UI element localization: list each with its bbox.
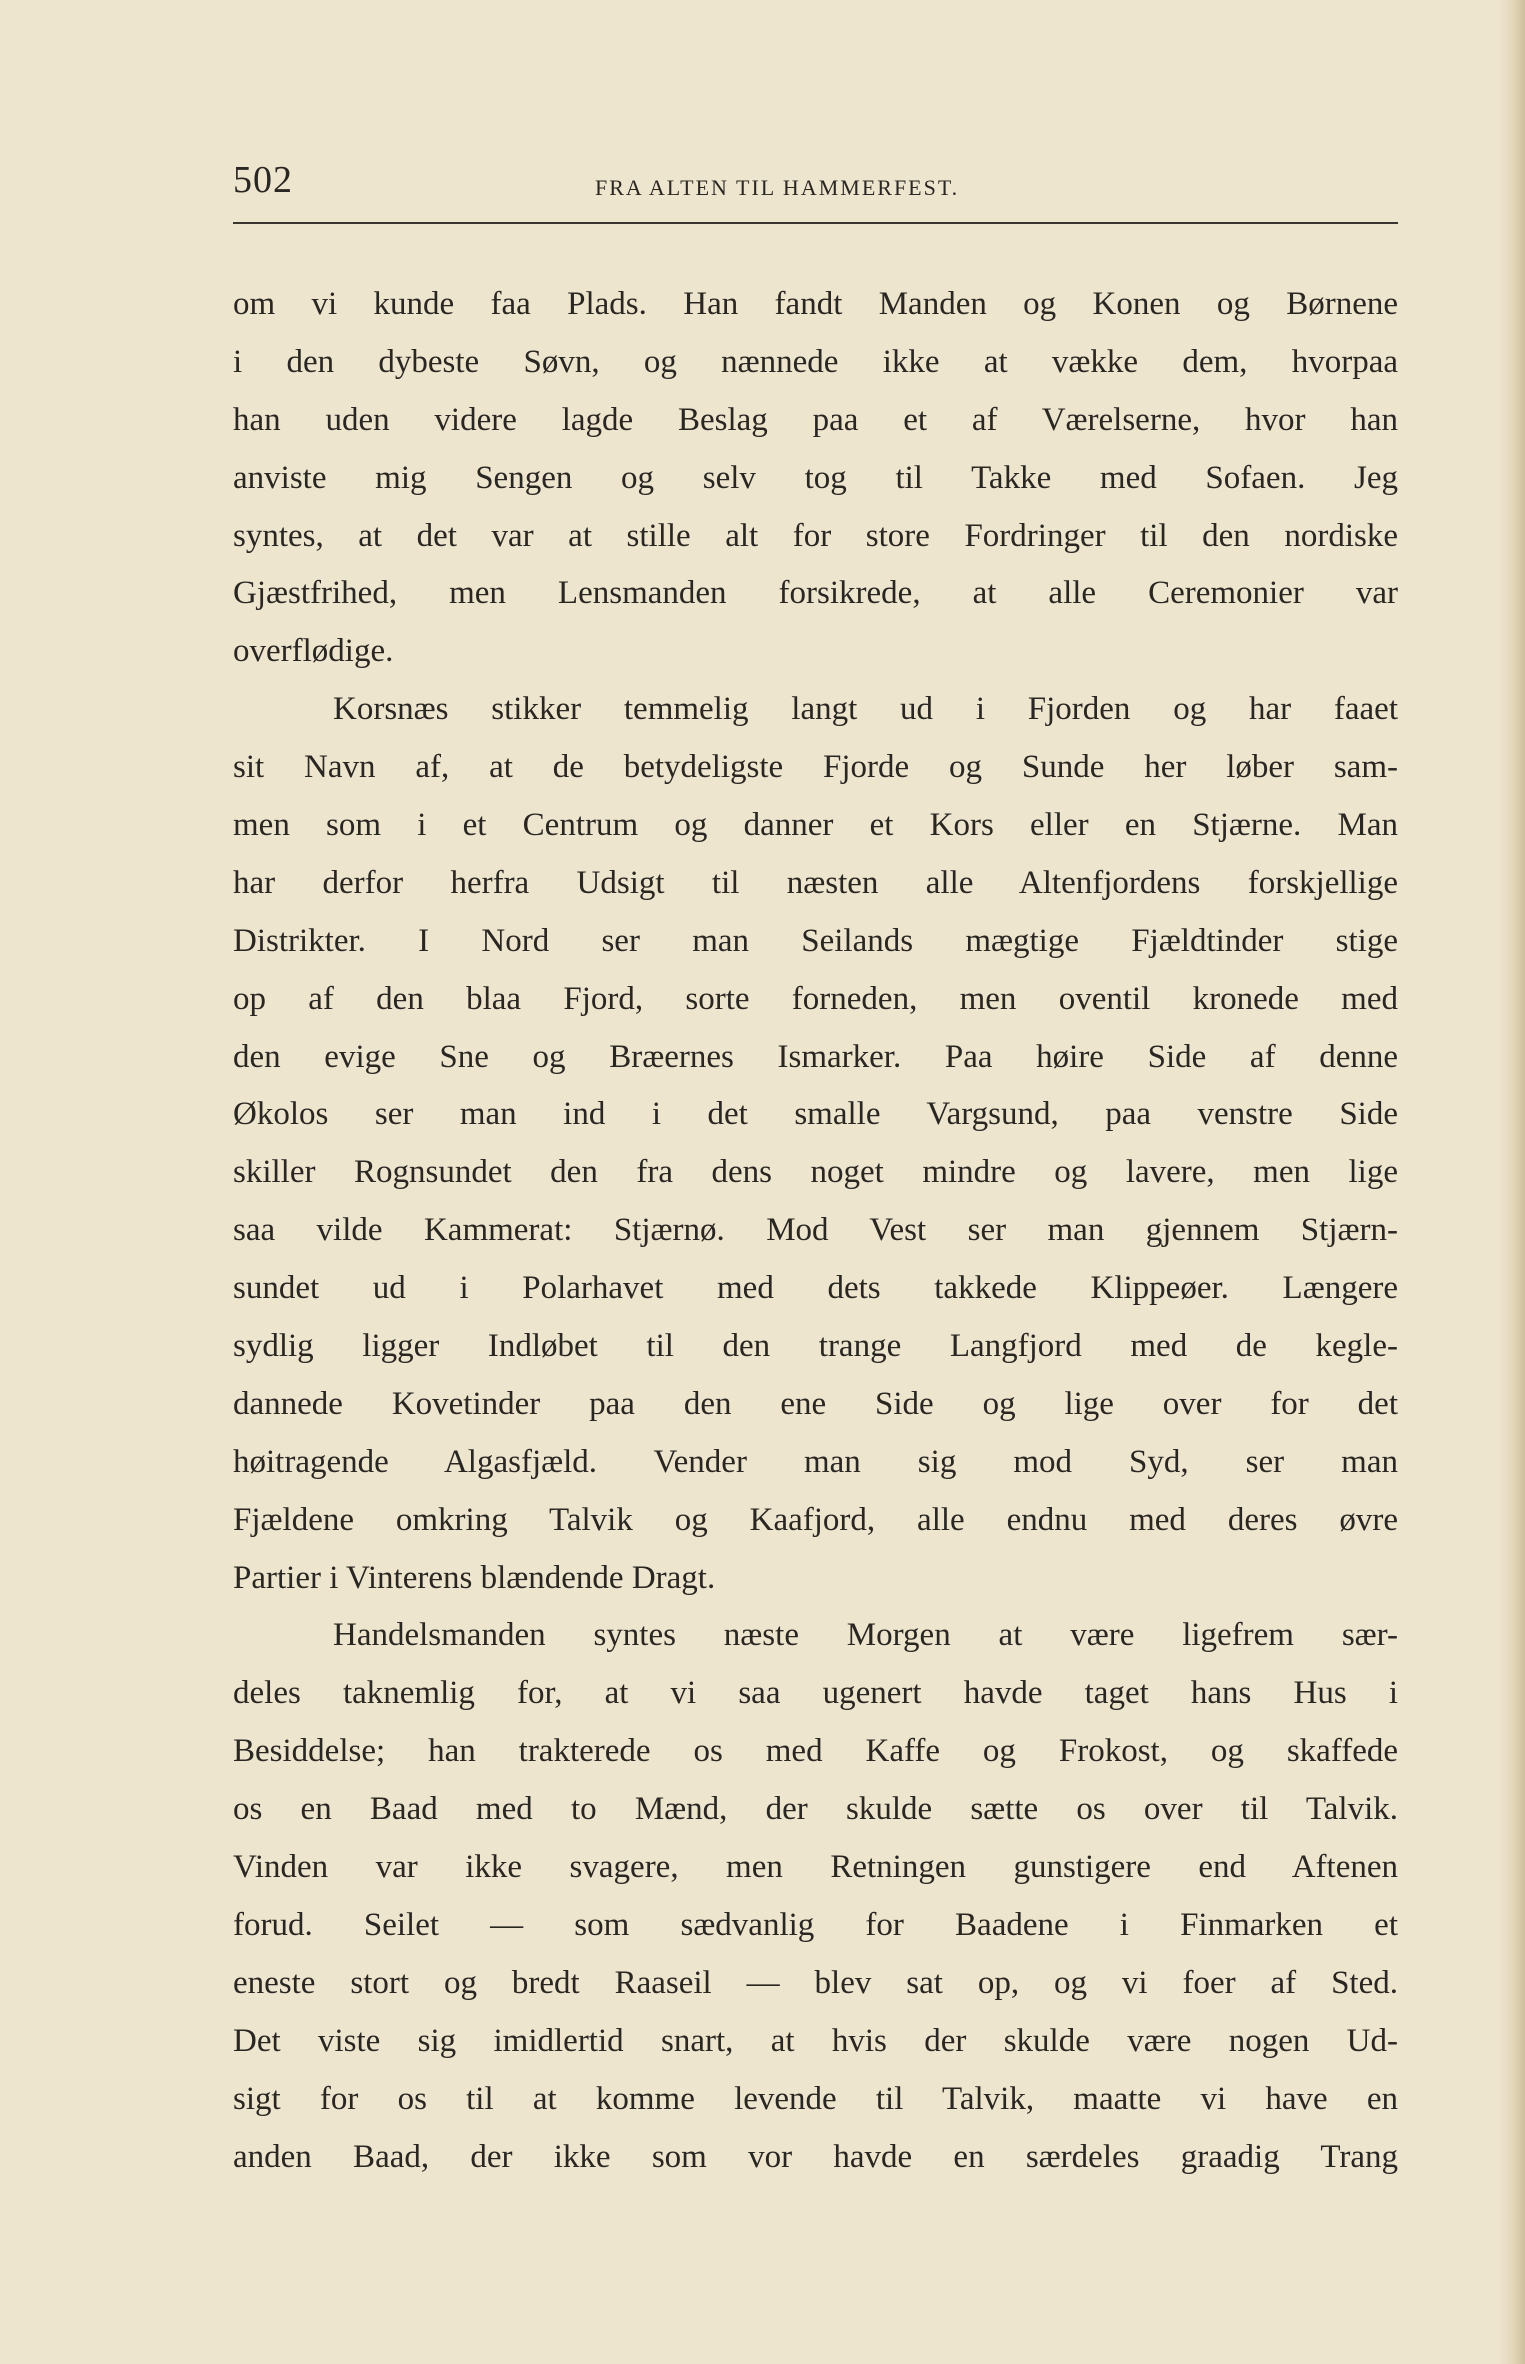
text-line: men som i et Centrum og danner et Kors eller en Stjærne. Man bbox=[233, 807, 1398, 844]
text-line: Distrikter. I Nord ser man Seilands mægtige Fjældtinder stige bbox=[233, 922, 1398, 959]
text-line: deles taknemlig for, at vi saa ugenert havde taget hans Hus i bbox=[233, 1675, 1398, 1712]
text-line: Partier i Vinterens blændende Dragt. bbox=[233, 1559, 716, 1596]
text-line: forud. Seilet — som sædvanlig for Baadene i Finmarken et bbox=[233, 1906, 1398, 1943]
text-line: den evige Sne og Bræernes Ismarker. Paa høire Side af denne bbox=[233, 1038, 1398, 1075]
paragraph-start-line: Korsnæs stikker temmelig langt ud i Fjorden og har faaet bbox=[333, 691, 1398, 728]
text-line: Økolos ser man ind i det smalle Vargsund, paa venstre Side bbox=[233, 1096, 1398, 1133]
text-line: sundet ud i Polarhavet med dets takkede Klippeøer. Længere bbox=[233, 1270, 1398, 1307]
text-line: sit Navn af, at de betydeligste Fjorde og Sunde her løber sam- bbox=[233, 749, 1398, 786]
text-line: Vinden var ikke svagere, men Retningen gunstigere end Aftenen bbox=[233, 1849, 1398, 1886]
text-line: Besiddelse; han trakterede os med Kaffe og Frokost, og skaffede bbox=[233, 1733, 1398, 1770]
page-number: 502 bbox=[233, 159, 293, 201]
page-header bbox=[233, 158, 1398, 224]
text-line: sigt for os til at komme levende til Talvik, maatte vi have en bbox=[233, 2080, 1398, 2117]
text-line: syntes, at det var at stille alt for store Fordringer til den nordiske bbox=[233, 517, 1398, 554]
body-text bbox=[233, 276, 1398, 2186]
page-edge-shadow bbox=[1499, 0, 1525, 2364]
text-line: overflødige. bbox=[233, 633, 394, 670]
text-line: os en Baad med to Mænd, der skulde sætte os over til Talvik. bbox=[233, 1791, 1398, 1828]
text-line: saa vilde Kammerat: Stjærnø. Mod Vest ser man gjennem Stjærn- bbox=[233, 1212, 1398, 1249]
text-line: har derfor herfra Udsigt til næsten alle Altenfjordens forskjellige bbox=[233, 864, 1398, 901]
text-line: han uden videre lagde Beslag paa et af Værelserne, hvor han bbox=[233, 401, 1398, 438]
text-line: dannede Kovetinder paa den ene Side og lige over for det bbox=[233, 1385, 1398, 1422]
text-line: Fjældene omkring Talvik og Kaafjord, alle endnu med deres øvre bbox=[233, 1501, 1398, 1538]
header-rule bbox=[233, 222, 1398, 224]
text-line: op af den blaa Fjord, sorte forneden, men oventil kronede med bbox=[233, 980, 1398, 1017]
text-line: i den dybeste Søvn, og nænnede ikke at vække dem, hvorpaa bbox=[233, 343, 1398, 380]
text-line: skiller Rognsundet den fra dens noget mindre og lavere, men lige bbox=[233, 1154, 1398, 1191]
text-line: eneste stort og bredt Raaseil — blev sat op, og vi foer af Sted. bbox=[233, 1964, 1398, 2001]
running-title: FRA ALTEN TIL HAMMERFEST. bbox=[595, 175, 960, 200]
text-line: anden Baad, der ikke som vor havde en særdeles graadig Trang bbox=[233, 2138, 1398, 2175]
text-line: høitragende Algasfjæld. Vender man sig mod Syd, ser man bbox=[233, 1443, 1398, 1480]
text-line: anviste mig Sengen og selv tog til Takke med Sofaen. Jeg bbox=[233, 459, 1398, 496]
text-line: sydlig ligger Indløbet til den trange Langfjord med de kegle- bbox=[233, 1328, 1398, 1365]
paragraph-start-line: Handelsmanden syntes næste Morgen at være ligefrem sær- bbox=[333, 1617, 1398, 1654]
text-line: om vi kunde faa Plads. Han fandt Manden og Konen og Børnene bbox=[233, 286, 1398, 322]
text-line: Det viste sig imidlertid snart, at hvis der skulde være nogen Ud- bbox=[233, 2022, 1398, 2059]
text-line: Gjæstfrihed, men Lensmanden forsikrede, at alle Ceremonier var bbox=[233, 575, 1398, 612]
